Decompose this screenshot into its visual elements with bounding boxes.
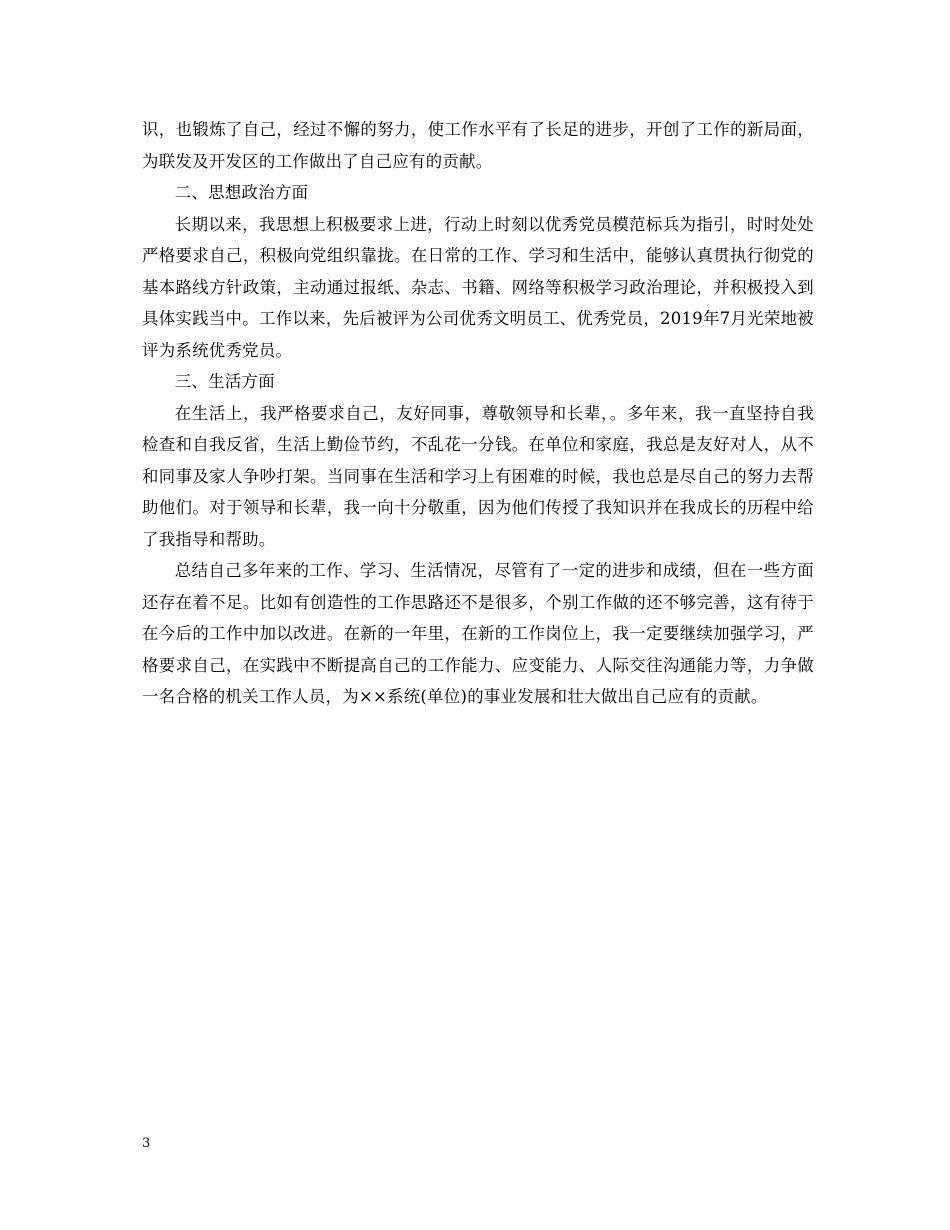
paragraph-continuation: 识，也锻炼了自己，经过不懈的努力，使工作水平有了长足的进步，开创了工作的新局面，为联发及开发区的工作做出了自己应有的贡献。 (142, 120, 814, 171)
paragraph-summary: 总结自己多年来的工作、学习、生活情况，尽管有了一定的进步和成绩，但在一些方面还存在着不足。比如有创造性的工作思路还不是很多，个别工作做的还不够完善，这有待于在今后的工作中加以改进。在新的一年里，在新的工作岗位上，我一定要继续加强学习，严格要求自己，在实践中不断提高自己的工作能力、应变能力、人际交往沟通能力等，力争做一名合格的机关工作人员，为××系统(单位)的事业发展和壮大做出自己应有的贡献。 (142, 561, 814, 706)
section-heading-life: 三、生活方面 (174, 372, 275, 391)
document-body (142, 114, 814, 713)
section-heading-ideology: 二、思想政治方面 (174, 183, 309, 202)
paragraph-life: 在生活上，我严格要求自己，友好同事，尊敬领导和长辈，。多年来，我一直坚持自我检查和自我反省，生活上勤俭节约，不乱花一分钱。在单位和家庭，我总是友好对人，从不和同事及家人争吵打架。当同事在生活和学习上有困难的时候，我也总是尽自己的努力去帮助他们。对于领导和长辈，我一向十分敬重，因为他们传授了我知识并在我成长的历程中给了我指导和帮助。 (142, 403, 814, 549)
paragraph-ideology: 长期以来，我思想上积极要求上进，行动上时刻以优秀党员模范标兵为指引，时时处处严格要求自己，积极向党组织靠拢。在日常的工作、学习和生活中，能够认真贯执行彻党的基本路线方针政策，主动通过报纸、杂志、书籍、网络等积极学习政治理论，并积极投入到具体实践当中。工作以来，先后被评为公司优秀文明员工、优秀党员，2019年7月光荣地被评为系统优秀党员。 (142, 214, 814, 360)
page-number: 3 (142, 1136, 151, 1151)
